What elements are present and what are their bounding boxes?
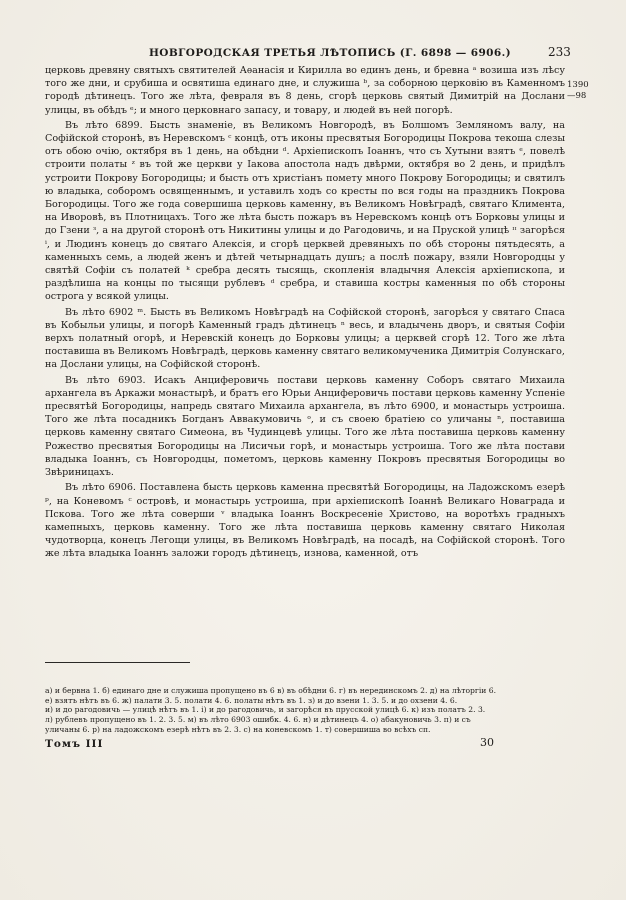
- volume-label: Томъ III: [45, 738, 104, 750]
- footnote-line: и) и до рагодовичь — улицѣ нѣтъ въ 1. i) и до рагодовичь, и загорѣся въ прусской улицѣ 6. к) изъ полатъ 2. 3.: [45, 705, 486, 715]
- footnote-line: е) взятъ нѣтъ въ 6. ж) палати 3. 5. полати 4. 6. полаты нѣтъ въ 1. з) и до взени 1. 3. 5. и до охзени 4. 6.: [45, 695, 458, 705]
- footnote-line: а) и бервна 1. б) единаго дне и служиша пропущено въ 6 в) въ обѣдни 6. г) въ нерединскомъ 2. д) на лѣторгіи 6.: [45, 686, 497, 695]
- paragraph: Въ лѣто 6906. Поставлена бысть церковь каменна пресвятѣй Богородицы, на Ладожскомъ езерѣ ᵖ, на Коневомъ ᶜ островѣ, и монастырь устроиша, при архіепископѣ Іоаннѣ Великаго Новаграда и Пскова. Того же лѣта соверши ᵛ владыка Іоаннъ Воскресеніе Христово, на воротѣхъ градныхъ камепныхъ, церковь каменну. Того же лѣта поставиша церковь каменну святаго Николая чудотворца, конецъ Легощи улицы, въ Великомъ Новѣградѣ, на посадѣ, на Софійской сторонѣ. Того же лѣта владыка Іоаннъ заложи городъ дѣтинецъ, изнова, каменной, отъ: [45, 482, 565, 560]
- margin-year-end: —98: [567, 91, 587, 101]
- paragraph: Въ лѣто 6903. Исакъ Анциферовичь постави церковь каменну Соборъ святаго Михаила архангела въ Аркажи монастырѣ, и братъ его Юрьи Анциферовичь постави церковь каменну Успеніе пресвятѣй Богородицы, напредь святаго Михаила архангела, въ лѣто 6900, и монастырь устроиша. Того же лѣта посадникъ Богданъ Аввакумовичь ᵒ, и съ своею братіею со уличаны ⁿ, поставиша церковь каменну святаго Симеона, въ Чудинцевѣ улицы. Того же лѣта поставиша церковь каменну Рожество пресвятыя Богородицы на Лисичьи горѣ, и монастырь устроиша. Того же лѣта постави владыка Іоаннъ, съ Новгородцы, пометомъ, церковь каменну Покровъ пресвятыя Богородицы во Звѣриницахъ.: [45, 374, 565, 479]
- footnote-line: л) рублевъ пропущено въ 1. 2. 3. 5. м) въ лѣто 6903 ошибк. 4. 6. н) и дѣтинецъ 4. о) абакуновичь 3. п) и съ: [45, 715, 471, 725]
- paragraph: Въ лѣто 6899. Бысть знаменіе, въ Великомъ Новгородѣ, въ Болшомъ Земляномъ валу, на Софійской сторонѣ, въ Неревскомъ ᶜ концѣ, отъ иконы пресвятыя Богородицы Покрова текоша слезы отъ обою очію, октября въ 1 день, на обѣдни ᵈ. Архіепископъ Іоаннъ, что съ Хутыни взятъ ᵉ, повелѣ строити полаты ᶻ въ той же церкви у Іакова апостола надъ двѣрми, октября во 2 день, и придѣлъ устроити Покрову Богородицы; и бысть отъ христіанъ помету много Покрову Богородицы; и святилъ ю владыка, соборомъ освященнымъ, и уставилъ ходъ со кресты по вся годы на праздникъ Покрова Богородицы. Того же года совершиша церковь каменну, въ Великомъ Новѣградѣ, святаго Климента, на Иворовѣ, въ Плотницахъ. Того же лѣта бысть пожаръ въ Неревскомъ концѣ отъ Борковы улицы и до Гзени ᶟ, а на другой сторонѣ отъ Никитины улицы и до Рагодовичь, и на Пруской улицѣ ᶦᶦ загорѣся ⁱ, и Людинъ конецъ до святаго Алексія, и сгорѣ церквей древяныхъ по обѣ стороны пятьдесять, а каменныхъ семь, а людей женъ и дѣтей четырнадцать душъ; а послѣ пожару, взяли Новгородцы у святѣй Софіи съ полатей ᵏ сребра десять тысящь, скопленія владычня Алексія архіепископа, и раздѣлиша на концы по тысящи рублевъ ᵈ сребра, и ставиша костры каменныя по обѣ стороны острога у всякой улицы.: [45, 119, 565, 303]
- margin-year-start: 1390: [567, 80, 589, 90]
- paragraph: Въ лѣто 6902 ᵐ. Бысть въ Великомъ Новѣградѣ на Софійской сторонѣ, загорѣся у святаго Спаса въ Кобыльи улицы, и погорѣ Каменный градъ дѣтинецъ ⁿ весь, и владычень дворъ, и святыя Софіи верхъ полатный огорѣ, и Неревскій конецъ до Борковы улицы; а церквей сгорѣ 12. Того же лѣта поставиша въ Великомъ Новѣградѣ, церковь каменну святаго великомученика Димитрія Солунскаго, на Дослани улицы, на Софійской сторонѣ.: [45, 306, 565, 371]
- page-number: 233: [548, 45, 571, 59]
- chronicle-text: [45, 64, 565, 563]
- footnotes: [45, 686, 565, 735]
- running-title: НОВГОРОДСКАЯ ТРЕТЬЯ ЛѢТОПИСЬ (Г. 6898 — 6906.): [148, 47, 511, 59]
- footnote-line: уличаны 6. р) на ладожскомъ езерѣ нѣтъ въ 2. 3. с) на коневскомъ 1. т) совершиша во всѣхъ сп.: [45, 724, 431, 734]
- paragraph: церковь древяну святыхъ святителей Аѳанасія и Кирилла во единъ день, и бревна ᵃ возиша изъ лѣсу того же дни, и срубиша и освятиша единаго дне, и служиша ᵇ, за соборною церковію въ Каменномъ городѣ дѣтинецъ. Того же лѣта, февраля въ 8 день, сгорѣ церковь святый Димитрій на Дослани улицы, въ обѣдъ ᵉ; и многo церковнаго запасу, и товару, и людей въ ней погорѣ.: [45, 65, 565, 116]
- footnote-divider: [45, 662, 190, 663]
- signature-mark: 30: [480, 736, 494, 749]
